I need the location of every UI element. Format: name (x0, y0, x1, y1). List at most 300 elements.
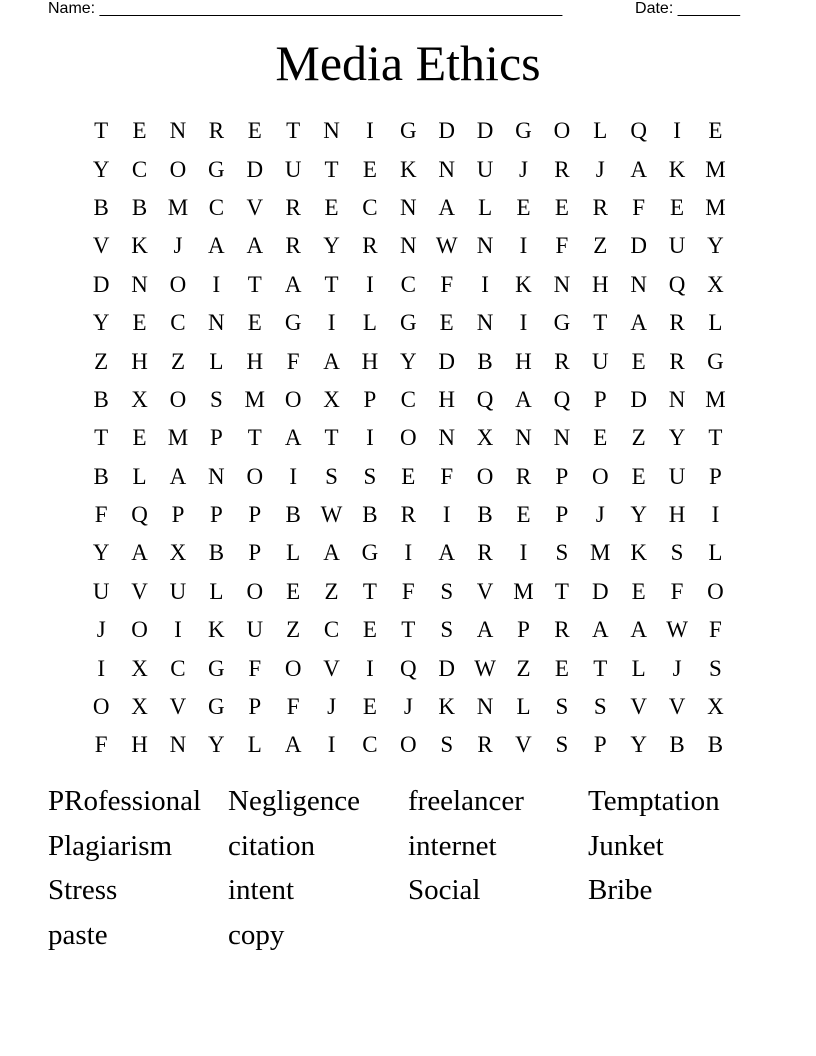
grid-letter[interactable]: I (97, 655, 106, 681)
grid-letter[interactable]: X (169, 540, 187, 566)
grid-letter[interactable]: N (438, 156, 456, 182)
grid-letter[interactable]: A (591, 617, 609, 643)
grid-letter[interactable]: P (209, 425, 223, 451)
grid-letter[interactable]: N (131, 271, 148, 297)
grid-letter[interactable]: H (246, 348, 264, 374)
grid-letter[interactable]: P (555, 463, 569, 489)
grid-letter[interactable]: I (327, 310, 336, 336)
grid-letter[interactable]: W (435, 233, 458, 259)
grid-letter[interactable]: T (554, 578, 569, 604)
grid-letter[interactable]: G (515, 118, 532, 144)
grid-letter[interactable]: R (554, 348, 570, 374)
grid-letter[interactable]: I (366, 118, 374, 144)
grid-letter[interactable]: H (438, 386, 456, 412)
grid-letter[interactable]: A (169, 463, 187, 489)
grid-letter[interactable]: O (246, 578, 264, 604)
grid-letter[interactable]: F (670, 578, 684, 604)
worksheet-header (48, 0, 740, 20)
grid-letter[interactable]: E (708, 118, 723, 144)
grid-letter[interactable]: I (289, 463, 297, 489)
grid-letter[interactable]: D (246, 156, 264, 182)
grid-letter[interactable]: I (519, 233, 528, 259)
grid-letter[interactable]: F (94, 502, 108, 528)
grid-letter[interactable]: A (246, 233, 264, 259)
grid-letter[interactable]: B (131, 194, 148, 220)
grid-letter[interactable]: I (519, 540, 528, 566)
grid-letter[interactable]: J (519, 156, 528, 182)
grid-letter[interactable]: B (208, 540, 225, 566)
grid-letter[interactable]: L (286, 540, 301, 566)
word-bank-item: PRofessional (48, 785, 202, 817)
grid-letter[interactable]: G (400, 118, 417, 144)
grid-letter[interactable]: T (362, 578, 377, 604)
grid-letter[interactable]: T (94, 118, 109, 144)
grid-letter[interactable]: E (516, 194, 531, 220)
grid-letter[interactable]: P (593, 732, 607, 758)
grid-letter[interactable]: Z (324, 578, 339, 604)
grid-letter[interactable]: M (705, 156, 726, 182)
grid-letter[interactable]: T (401, 617, 416, 643)
grid-letter[interactable]: L (209, 578, 224, 604)
grid-letter[interactable]: I (327, 732, 336, 758)
grid-letter[interactable]: E (439, 310, 454, 336)
grid-letter[interactable]: T (247, 271, 262, 297)
grid-letter[interactable]: L (593, 118, 608, 144)
grid-letter[interactable]: N (553, 425, 571, 451)
grid-letter[interactable]: Z (170, 348, 185, 374)
grid-letter[interactable]: N (400, 233, 417, 259)
grid-letter[interactable]: T (593, 655, 608, 681)
grid-letter[interactable]: J (96, 617, 106, 643)
grid-letter[interactable]: T (324, 425, 339, 451)
grid-letter[interactable]: Z (631, 425, 646, 451)
grid-letter[interactable]: U (169, 578, 187, 604)
grid-letter[interactable]: W (474, 655, 496, 681)
grid-letter[interactable]: E (324, 194, 339, 220)
grid-letter[interactable]: L (362, 310, 377, 336)
grid-letter[interactable]: S (670, 540, 684, 566)
grid-letter[interactable]: F (440, 463, 454, 489)
grid-letter[interactable]: K (668, 156, 686, 182)
grid-letter[interactable]: F (286, 348, 300, 374)
grid-letter[interactable]: G (707, 348, 724, 374)
grid-letter[interactable]: L (209, 348, 224, 374)
grid-letter[interactable]: N (323, 118, 340, 144)
grid-letter[interactable]: T (593, 310, 608, 336)
grid-letter[interactable]: P (517, 617, 530, 643)
grid-letter[interactable]: S (555, 732, 569, 758)
grid-letter[interactable]: E (554, 194, 569, 220)
grid-letter[interactable]: R (477, 540, 493, 566)
grid-letter[interactable]: F (94, 732, 108, 758)
grid-letter[interactable]: N (208, 310, 225, 336)
grid-letter[interactable]: J (403, 694, 413, 720)
grid-letter[interactable]: V (630, 694, 647, 720)
grid-letter[interactable]: E (593, 425, 608, 451)
grid-letter[interactable]: R (362, 233, 378, 259)
grid-letter[interactable]: A (284, 271, 302, 297)
grid-letter[interactable]: K (630, 540, 647, 566)
grid-letter[interactable]: M (705, 386, 726, 412)
grid-letter[interactable]: K (400, 156, 417, 182)
grid-letter[interactable]: V (169, 694, 187, 720)
grid-letter[interactable]: Q (476, 386, 494, 412)
grid-letter[interactable]: P (248, 694, 262, 720)
grid-letter[interactable]: F (555, 233, 569, 259)
grid-letter[interactable]: Y (630, 502, 647, 528)
grid-letter[interactable]: Q (400, 655, 417, 681)
grid-letter[interactable]: U (92, 578, 110, 604)
grid-letter[interactable]: X (131, 694, 148, 720)
grid-letter[interactable]: A (438, 194, 456, 220)
grid-letter[interactable]: F (248, 655, 262, 681)
grid-letter[interactable]: A (323, 348, 340, 374)
grid-letter[interactable]: I (212, 271, 221, 297)
grid-letter[interactable]: C (170, 310, 186, 336)
grid-letter[interactable]: P (209, 502, 223, 528)
grid-letter[interactable]: D (630, 386, 647, 412)
grid-letter[interactable]: R (554, 156, 570, 182)
grid-letter[interactable]: U (246, 617, 264, 643)
grid-letter[interactable]: A (630, 156, 647, 182)
grid-letter[interactable]: N (208, 463, 225, 489)
grid-letter[interactable]: O (476, 463, 494, 489)
grid-letter[interactable]: D (92, 271, 110, 297)
grid-letter[interactable]: K (208, 617, 225, 643)
grid-letter[interactable]: N (438, 425, 456, 451)
grid-letter[interactable]: L (132, 463, 147, 489)
grid-letter[interactable]: J (327, 694, 337, 720)
grid-letter[interactable]: B (285, 502, 301, 528)
grid-letter[interactable]: M (705, 194, 726, 220)
grid-letter[interactable]: W (320, 502, 343, 528)
grid-letter[interactable]: T (324, 271, 339, 297)
grid-letter[interactable]: E (554, 655, 569, 681)
grid-letter[interactable]: P (555, 502, 569, 528)
grid-letter[interactable]: N (668, 386, 686, 412)
grid-letter[interactable]: H (515, 348, 532, 374)
grid-letter[interactable]: X (707, 271, 724, 297)
grid-letter[interactable]: V (515, 732, 532, 758)
grid-letter[interactable]: P (248, 502, 262, 528)
grid-letter[interactable]: A (131, 540, 148, 566)
grid-letter[interactable]: H (668, 502, 686, 528)
grid-letter[interactable]: O (246, 463, 264, 489)
grid-letter[interactable]: U (668, 463, 686, 489)
grid-letter[interactable]: Z (286, 617, 301, 643)
grid-letter[interactable]: X (131, 655, 148, 681)
grid-letter[interactable]: N (476, 233, 494, 259)
grid-letter[interactable]: L (478, 194, 493, 220)
grid-letter[interactable]: B (93, 194, 109, 220)
grid-letter[interactable]: Y (400, 348, 417, 374)
grid-letter[interactable]: P (593, 386, 607, 412)
grid-letter[interactable]: L (708, 540, 723, 566)
grid-letter[interactable]: N (169, 118, 187, 144)
grid-letter[interactable]: E (132, 310, 147, 336)
grid-letter[interactable]: C (400, 386, 416, 412)
grid-letter[interactable]: E (401, 463, 416, 489)
word-bank-item: Plagiarism (48, 829, 173, 862)
grid-letter[interactable]: O (707, 578, 724, 604)
grid-letter[interactable]: G (208, 694, 225, 720)
grid-letter[interactable]: O (284, 655, 302, 681)
grid-letter[interactable]: D (438, 655, 456, 681)
grid-letter[interactable]: M (167, 194, 189, 220)
word-bank-item: paste (48, 918, 108, 951)
grid-letter[interactable]: F (632, 194, 646, 220)
grid-letter[interactable]: E (362, 694, 377, 720)
grid-letter[interactable]: M (167, 425, 189, 451)
grid-letter[interactable]: C (362, 732, 378, 758)
grid-letter[interactable]: O (169, 156, 187, 182)
grid-letter[interactable]: G (553, 310, 571, 336)
grid-letter[interactable]: C (208, 194, 225, 220)
grid-letter[interactable]: S (440, 732, 454, 758)
grid-letter[interactable]: A (208, 233, 225, 259)
grid-letter[interactable]: G (208, 156, 225, 182)
grid-letter[interactable]: E (362, 156, 377, 182)
word-bank-item: Stress (48, 874, 118, 906)
grid-letter[interactable]: F (401, 578, 415, 604)
grid-letter[interactable]: Y (630, 732, 647, 758)
grid-letter[interactable]: O (131, 617, 148, 643)
grid-letter[interactable]: N (476, 694, 494, 720)
grid-letter[interactable]: A (438, 540, 456, 566)
grid-letter[interactable]: R (285, 233, 301, 259)
grid-letter[interactable]: S (593, 694, 607, 720)
word-bank-item: Junket (588, 829, 664, 862)
grid-letter[interactable]: J (595, 156, 605, 182)
grid-letter[interactable]: I (404, 540, 413, 566)
grid-letter[interactable]: D (591, 578, 609, 604)
grid-letter[interactable]: H (591, 271, 609, 297)
grid-letter[interactable]: K (515, 271, 532, 297)
grid-letter[interactable]: P (171, 502, 185, 528)
grid-letter[interactable]: N (476, 310, 494, 336)
word-bank-item: intent (228, 874, 295, 906)
grid-letter[interactable]: I (366, 655, 374, 681)
grid-letter[interactable]: A (323, 540, 340, 566)
grid-letter[interactable]: M (513, 578, 534, 604)
grid-letter[interactable]: O (169, 386, 187, 412)
grid-letter[interactable]: B (477, 502, 493, 528)
grid-letter[interactable]: E (631, 348, 646, 374)
grid-letter[interactable]: Z (516, 655, 531, 681)
word-bank-item: internet (408, 829, 497, 862)
grid-letter[interactable]: A (476, 617, 494, 643)
grid-letter[interactable]: F (709, 617, 722, 643)
grid-letter[interactable]: X (323, 386, 340, 412)
grid-letter[interactable]: O (92, 694, 110, 720)
word-bank-item: Bribe (588, 874, 653, 906)
grid-letter[interactable]: X (707, 694, 724, 720)
grid-letter[interactable]: D (438, 118, 456, 144)
grid-letter[interactable]: F (440, 271, 454, 297)
grid-letter[interactable]: B (707, 732, 724, 758)
grid-letter[interactable]: T (286, 118, 301, 144)
grid-letter[interactable]: T (247, 425, 262, 451)
grid-letter[interactable]: C (131, 156, 148, 182)
grid-letter[interactable]: R (669, 348, 685, 374)
grid-letter[interactable]: D (630, 233, 647, 259)
grid-letter[interactable]: L (247, 732, 262, 758)
grid-letter[interactable]: R (669, 310, 685, 336)
grid-letter[interactable]: Y (92, 540, 110, 566)
grid-letter[interactable]: R (400, 502, 416, 528)
grid-letter[interactable]: S (325, 463, 338, 489)
grid-letter[interactable]: G (361, 540, 379, 566)
grid-letter[interactable]: I (366, 425, 374, 451)
grid-letter[interactable]: B (669, 732, 685, 758)
grid-letter[interactable]: R (554, 617, 570, 643)
grid-letter[interactable]: J (173, 233, 183, 259)
grid-letter[interactable]: S (363, 463, 377, 489)
grid-letter[interactable]: G (208, 655, 225, 681)
grid-letter[interactable]: Q (668, 271, 686, 297)
grid-letter[interactable]: C (323, 617, 340, 643)
grid-letter[interactable]: X (131, 386, 148, 412)
grid-letter[interactable]: R (592, 194, 608, 220)
grid-letter[interactable]: C (362, 194, 378, 220)
grid-letter[interactable]: C (170, 655, 186, 681)
grid-letter[interactable]: E (631, 463, 646, 489)
grid-letter[interactable]: O (591, 463, 609, 489)
grid-letter[interactable]: Y (208, 732, 225, 758)
grid-letter[interactable]: S (440, 578, 454, 604)
grid-letter[interactable]: N (400, 194, 417, 220)
grid-letter[interactable]: S (555, 540, 569, 566)
grid-letter[interactable]: I (174, 617, 182, 643)
grid-letter[interactable]: O (553, 118, 571, 144)
grid-letter[interactable]: C (400, 271, 416, 297)
grid-letter[interactable]: I (442, 502, 451, 528)
grid-letter[interactable]: Z (94, 348, 109, 374)
grid-letter[interactable]: B (93, 463, 109, 489)
grid-letter[interactable]: L (631, 655, 646, 681)
grid-letter[interactable]: S (440, 617, 454, 643)
grid-letter[interactable]: N (630, 271, 647, 297)
grid-letter[interactable]: G (284, 310, 302, 336)
grid-letter[interactable]: E (132, 118, 147, 144)
grid-letter[interactable]: S (709, 655, 722, 681)
grid-letter[interactable]: R (515, 463, 532, 489)
grid-letter[interactable]: X (476, 425, 494, 451)
grid-letter[interactable]: R (208, 118, 225, 144)
grid-letter[interactable]: L (708, 310, 723, 336)
grid-letter[interactable]: E (362, 617, 377, 643)
grid-letter[interactable]: A (630, 617, 647, 643)
grid-letter[interactable]: R (477, 732, 493, 758)
grid-letter[interactable]: O (284, 386, 302, 412)
grid-letter[interactable]: E (631, 578, 646, 604)
grid-letter[interactable]: I (366, 271, 374, 297)
grid-letter[interactable]: Q (553, 386, 571, 412)
grid-letter[interactable]: V (131, 578, 148, 604)
grid-letter[interactable]: K (131, 233, 148, 259)
grid-letter[interactable]: N (515, 425, 532, 451)
name-field-label: Name: ____________________________________________________ (48, 0, 563, 17)
grid-letter[interactable]: P (709, 463, 722, 489)
grid-letter[interactable]: E (247, 310, 262, 336)
grid-letter[interactable]: I (519, 310, 528, 336)
grid-letter[interactable]: K (438, 694, 456, 720)
grid-letter[interactable]: G (400, 310, 417, 336)
grid-letter[interactable]: T (324, 156, 339, 182)
grid-letter[interactable]: J (595, 502, 605, 528)
grid-letter[interactable]: N (553, 271, 571, 297)
grid-letter[interactable]: E (132, 425, 147, 451)
grid-letter[interactable]: J (672, 655, 682, 681)
grid-letter[interactable]: P (248, 540, 262, 566)
grid-letter[interactable]: W (666, 617, 688, 643)
grid-letter[interactable]: V (92, 233, 110, 259)
grid-letter[interactable]: A (284, 732, 302, 758)
grid-letter[interactable]: D (438, 348, 456, 374)
grid-letter[interactable]: A (630, 310, 647, 336)
grid-letter[interactable]: Y (668, 425, 686, 451)
grid-letter[interactable]: U (668, 233, 686, 259)
grid-letter[interactable]: H (361, 348, 379, 374)
grid-letter[interactable]: Y (92, 310, 110, 336)
grid-letter[interactable]: V (476, 578, 494, 604)
grid-letter[interactable]: I (673, 118, 681, 144)
grid-letter[interactable]: O (400, 732, 417, 758)
grid-letter[interactable]: P (363, 386, 377, 412)
grid-letter[interactable]: I (481, 271, 489, 297)
grid-letter[interactable]: U (591, 348, 609, 374)
grid-letter[interactable]: F (286, 694, 300, 720)
grid-letter[interactable]: A (284, 425, 302, 451)
grid-letter[interactable]: T (94, 425, 109, 451)
grid-letter[interactable]: Q (630, 118, 647, 144)
grid-letter[interactable]: N (169, 732, 187, 758)
grid-letter[interactable]: V (246, 194, 264, 220)
grid-letter[interactable]: E (516, 502, 531, 528)
grid-letter[interactable]: S (555, 694, 569, 720)
grid-letter[interactable]: B (362, 502, 378, 528)
grid-letter[interactable]: U (284, 156, 302, 182)
grid-letter[interactable]: R (285, 194, 301, 220)
grid-letter[interactable]: A (515, 386, 532, 412)
grid-letter[interactable]: Y (92, 156, 110, 182)
grid-letter[interactable]: Y (323, 233, 340, 259)
grid-letter[interactable]: E (670, 194, 685, 220)
grid-letter[interactable]: M (244, 386, 265, 412)
grid-letter[interactable]: Y (707, 233, 724, 259)
grid-letter[interactable]: E (286, 578, 301, 604)
grid-letter[interactable]: H (131, 348, 148, 374)
grid-letter[interactable]: V (323, 655, 340, 681)
grid-letter[interactable]: O (169, 271, 187, 297)
grid-letter[interactable]: E (247, 118, 262, 144)
grid-letter[interactable]: O (400, 425, 417, 451)
grid-letter[interactable]: H (131, 732, 148, 758)
grid-letter[interactable]: L (516, 694, 531, 720)
grid-letter[interactable]: M (590, 540, 611, 566)
grid-letter[interactable]: B (477, 348, 493, 374)
grid-letter[interactable]: B (93, 386, 109, 412)
grid-letter[interactable]: Q (131, 502, 148, 528)
grid-letter[interactable]: T (708, 425, 723, 451)
word-bank-item: Social (408, 874, 481, 906)
grid-letter[interactable]: D (476, 118, 494, 144)
grid-letter[interactable]: Z (593, 233, 608, 259)
grid-letter[interactable]: S (209, 386, 223, 412)
grid-letter[interactable]: I (711, 502, 720, 528)
grid-letter[interactable]: U (476, 156, 494, 182)
grid-letter[interactable]: V (668, 694, 686, 720)
